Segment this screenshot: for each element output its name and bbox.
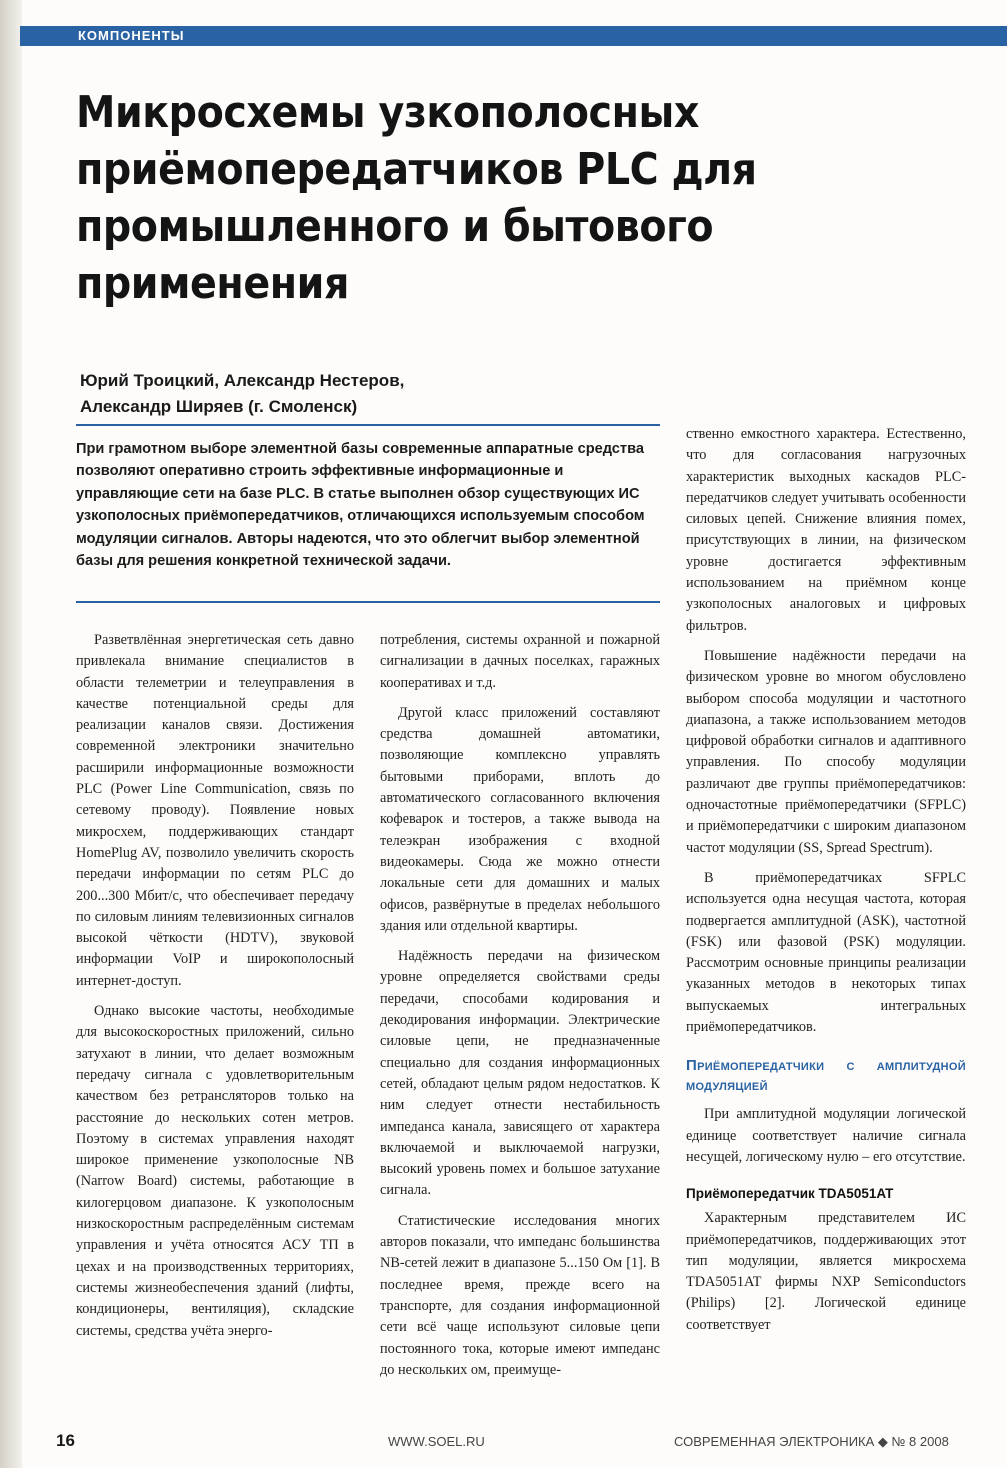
section-heading: Приёмопередатчики с амплитудной модуляцией (686, 1057, 966, 1095)
paragraph: Другой класс приложений составляют средства домашней автоматики, позволяющие комплексно управлять бытовыми приборами, вплоть до автоматического согласованного включения кофеварок и тостеров, а также вывода на телеэкран изображения с входной видеокамеры. Сюда же можно отнести локальные сети для домашних и малых офисов, развёрнутые в пределах небольшого здания или отдельной квартиры. (380, 704, 660, 934)
article-title: Микросхемы узкополосных приёмопередатчиков PLC для промышленного и бытового применения (76, 87, 757, 309)
article-authors (80, 368, 640, 420)
lead-bottom-rule (76, 601, 660, 603)
section-header: КОМПОНЕНТЫ (20, 26, 1007, 46)
authors-line-2: Александр Ширяев (г. Смоленск) (80, 397, 358, 416)
paragraph: ственно емкостного характера. Естественно, что для согласования нагрузочных характеристик выходных каскадов PLC-передатчиков следует учитывать особенности силовых цепей. Снижение влияния помех, присутствующих в линии, на физическом уровне достигается эффективным использованием на приёмном конце узкополосных аналоговых и цифровых фильтров. (686, 426, 966, 634)
paragraph: Статистические исследования многих авторов показали, что импеданс большинства NB-сетей лежит в диапазоне 5...150 Ом [1]. В последнее время, прежде всего на транспорте, для создания информационной сети всё чаще используют силовые цепи постоянного тока, которые имеют импеданс до нескольких ом, преимуще- (380, 1212, 660, 1378)
paragraph: При амплитудной модуляции логической единице соответствует наличие сигнала несущей, логическому нулю – его отсутствие. (686, 1106, 966, 1165)
page-spine-shadow (0, 0, 22, 1468)
paragraph: В приёмопередатчиках SFPLC используется одна несущая частота, которая подвергается амплитудной (ASK), частотной (FSK) или фазовой (PSK) модуляции. Рассмотрим основные принципы реализации указанных методов в некоторых типах выпускаемых интегральных приёмопередатчиков. (686, 869, 966, 1036)
text-column-2 (380, 630, 660, 1390)
footer-journal: СОВРЕМЕННАЯ ЭЛЕКТРОНИКА ◆ № 8 2008 (674, 1434, 949, 1449)
text-column-3 (686, 424, 966, 1345)
page-number: 16 (56, 1431, 75, 1450)
footer-website: WWW.SOEL.RU (388, 1434, 485, 1449)
article-lead: При грамотном выборе элементной базы современные аппаратные средства позволяют оперативно строить эффективные информационные и управляющие сети на базе PLC. В статье выполнен обзор существующих ИС узкополосных приёмопередатчиков, отличающихся используемым способом модуляции сигналов. Авторы надеются, что это облегчит выбор элементной базы для решения конкретной технической задачи. (76, 441, 645, 570)
paragraph: Однако высокие частоты, необходимые для высокоскоростных приложений, сильно затухают в линии, что делает возможным передачу сигнала с удовлетворительным качеством без ретрансляторов только на расстояние до нескольких сотен метров. Поэтому в системах управления находят широкое применение узкополосные NB (Narrow Board) системы, работающие в килогерцовом диапазоне. К узкополосным низкоскоростным распределённым системам управления и учёта относятся АСУ ТП в цехах и на производственных территориях, системы жизнеобеспечения зданий (лифты, кондиционеры, вентиляция), складские системы, средства учёта энерго- (76, 1003, 354, 1339)
subsection-heading: Приёмопередатчик TDA5051AT (686, 1186, 894, 1202)
authors-line-1: Юрий Троицкий, Александр Нестеров, (80, 371, 405, 390)
paragraph: Разветвлённая энергетическая сеть давно привлекала внимание специалистов в области телеметрии и телеуправления в качестве потенциальной среды для реализации каналов связи. Достижения современной электроники значительно расширили информационные возможности PLC (Power Line Communication, связь по сетевому проводу). Появление новых микросхем, поддерживающих стандарт HomePlug AV, позволило увеличить скорость передачи информации по сетям PLC до 200...300 Мбит/с, что обеспечивает передачу по силовым линиям телевизионных сигналов высокой чёткости (HDTV), звуковой информации VoIP и широкополосный интернет-доступ. (76, 632, 354, 989)
paragraph: потребления, системы охранной и пожарной сигнализации в дачных поселках, гаражных кооперативах и т.д. (380, 632, 660, 691)
paragraph: Надёжность передачи на физическом уровне определяется свойствами среды передачи, способами кодирования и декодирования информации. Электрические силовые цепи, не предназначенные специально для создания информационных сетей, обладают целым рядом недостатков. К ним следует отнести нестабильность импеданса канала, зависящего от характера включаемой и выключаемой нагрузки, высокий уровень помех и большое затухание сигнала. (380, 948, 660, 1199)
paragraph: Характерным представителем ИС приёмопередатчиков, поддерживающих этот тип модуляции, является микросхема TDA5051AT фирмы NXP Semiconductors (Philips) [2]. Логической единице соответствует (686, 1210, 966, 1333)
paragraph: Повышение надёжности передачи на физическом уровне во многом обусловлено выбором способа модуляции и частотного диапазона, а также использованием методов цифровой обработки сигналов и адаптивного управления. По способу модуляции различают две группы приёмопередатчиков: одночастотные приёмопередатчики (SFPLC) и приёмопередатчики с широким диапазоном частот модуляции (SS, Spread Spectrum). (686, 647, 966, 856)
lead-top-rule (76, 424, 660, 426)
text-column-1 (76, 630, 354, 1351)
